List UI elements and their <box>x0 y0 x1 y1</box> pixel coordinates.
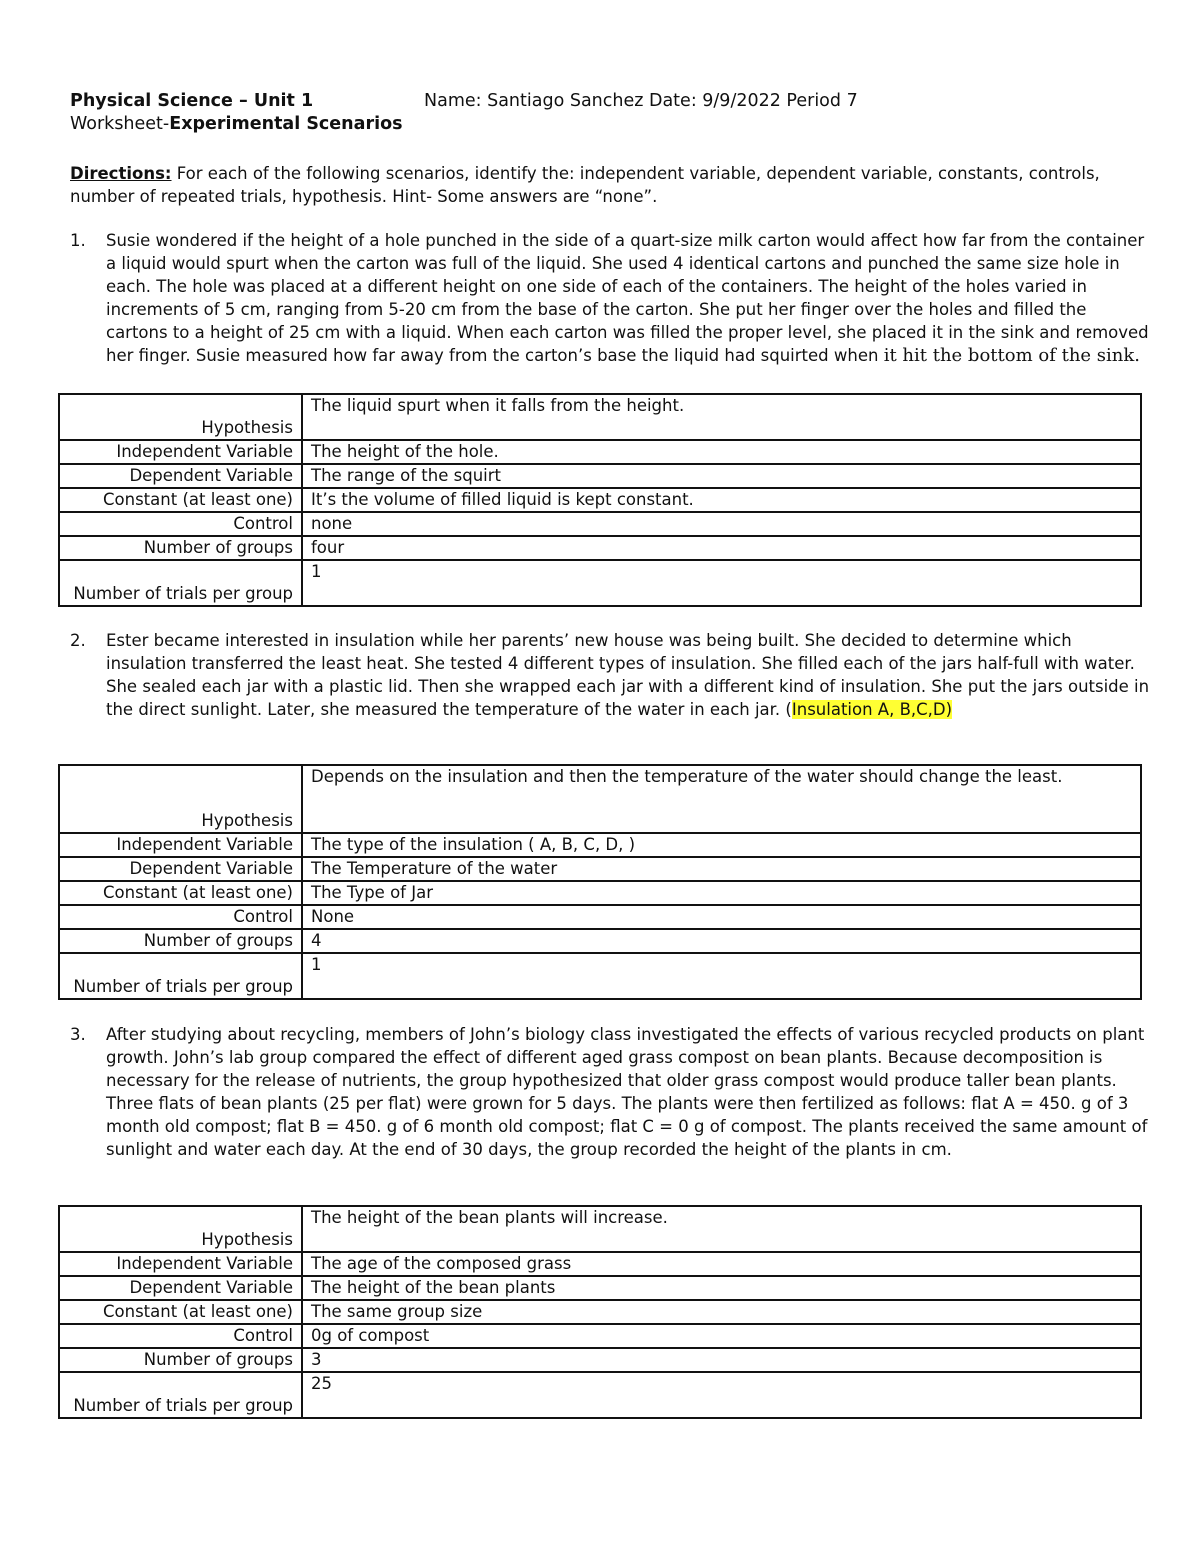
table-row <box>59 394 1141 440</box>
row-label: Dependent Variable <box>59 1276 302 1300</box>
row-label: Constant (at least one) <box>59 488 302 512</box>
hypothesis-answer[interactable]: The liquid spurt when it falls from the height. <box>302 394 1141 440</box>
table-row <box>59 1324 1141 1348</box>
independent-variable-answer[interactable]: The age of the composed grass <box>302 1252 1141 1276</box>
row-label: Number of groups <box>59 929 302 953</box>
groups-answer[interactable]: four <box>302 536 1141 560</box>
trials-answer[interactable]: 1 <box>302 953 1141 999</box>
table-row <box>59 905 1141 929</box>
table-row <box>59 857 1141 881</box>
table-row <box>59 1348 1141 1372</box>
directions <box>70 162 1150 208</box>
control-answer[interactable]: None <box>302 905 1141 929</box>
row-label: Independent Variable <box>59 440 302 464</box>
control-answer[interactable]: 0g of compost <box>302 1324 1141 1348</box>
trials-answer[interactable]: 1 <box>302 560 1141 606</box>
table-row <box>59 536 1141 560</box>
worksheet-prefix: Worksheet- <box>70 114 170 134</box>
table-row <box>59 833 1141 857</box>
independent-variable-answer[interactable]: The height of the hole. <box>302 440 1141 464</box>
scenario-text <box>106 229 1150 367</box>
scenario-1 <box>70 229 1150 367</box>
trials-answer[interactable]: 25 <box>302 1372 1141 1418</box>
student-info: Name: Santiago Sanchez Date: 9/9/2022 Period 7 <box>424 91 858 111</box>
course-title: Physical Science – Unit 1 <box>70 91 314 111</box>
row-label: Number of trials per group <box>59 1372 302 1418</box>
row-label: Hypothesis <box>59 1206 302 1252</box>
row-label: Hypothesis <box>59 765 302 833</box>
row-label: Dependent Variable <box>59 857 302 881</box>
dependent-variable-answer[interactable]: The height of the bean plants <box>302 1276 1141 1300</box>
table-row <box>59 488 1141 512</box>
table-row <box>59 464 1141 488</box>
row-label: Number of groups <box>59 536 302 560</box>
table-row <box>59 1206 1141 1252</box>
row-label: Control <box>59 905 302 929</box>
scenario-number: 2. <box>70 631 86 650</box>
row-label: Hypothesis <box>59 394 302 440</box>
directions-label: Directions: <box>70 164 172 183</box>
table-row <box>59 1300 1141 1324</box>
scenario-text <box>106 629 1150 721</box>
control-answer[interactable]: none <box>302 512 1141 536</box>
constant-answer[interactable]: The Type of Jar <box>302 881 1141 905</box>
row-label: Number of groups <box>59 1348 302 1372</box>
scenario-text-main: Susie wondered if the height of a hole punched in the side of a quart-size milk carton would affect how far from the container a liquid would spurt when the carton was full of the liquid. She used 4 identical cartons and punched the same size hole in each. The hole was placed at a different height on one side of each of the containers. The height of the holes varied in increments of 5 cm, ranging from 5-20 cm from the base of the carton. She put her finger over the holes and filled the cartons to a height of 25 cm with a liquid. When each carton was filled the proper level, she placed it in the sink and removed her finger. Susie measured how far away from the carton’s base the liquid had squirted when <box>106 231 1149 365</box>
row-label: Control <box>59 512 302 536</box>
table-row <box>59 1372 1141 1418</box>
independent-variable-answer[interactable]: The type of the insulation ( A, B, C, D, ) <box>302 833 1141 857</box>
answer-table-3 <box>58 1205 1142 1419</box>
row-label: Independent Variable <box>59 833 302 857</box>
constant-answer[interactable]: It’s the volume of filled liquid is kept constant. <box>302 488 1141 512</box>
row-label: Dependent Variable <box>59 464 302 488</box>
directions-text: For each of the following scenarios, identify the: independent variable, dependent variable, constants, controls, number of repeated trials, hypothesis. Hint- Some answers are “none”. <box>70 164 1100 206</box>
scenario-number: 1. <box>70 231 86 250</box>
dependent-variable-answer[interactable]: The range of the squirt <box>302 464 1141 488</box>
answer-table-1 <box>58 393 1142 607</box>
worksheet-title-line <box>70 113 403 136</box>
row-label: Independent Variable <box>59 1252 302 1276</box>
answer-table-2 <box>58 764 1142 1000</box>
hypothesis-answer[interactable]: The height of the bean plants will increase. <box>302 1206 1141 1252</box>
scenario-text: After studying about recycling, members of John’s biology class investigated the effects of various recycled products on plant growth. John’s lab group compared the effect of different aged grass compost on bean plants. Because decomposition is necessary for the release of nutrients, the group hypothesized that older grass compost would produce taller bean plants. Three flats of bean plants (25 per flat) were grown for 5 days. The plants were then fertilized as follows: flat A = 450. g of 3 month old compost; flat B = 450. g of 6 month old compost; flat C = 0 g of compost. The plants received the same amount of sunlight and water each day. At the end of 30 days, the group recorded the height of the plants in cm. <box>106 1025 1148 1159</box>
header-left <box>70 90 403 136</box>
table-row <box>59 881 1141 905</box>
hypothesis-answer[interactable]: Depends on the insulation and then the temperature of the water should change the least. <box>302 765 1141 833</box>
constant-answer[interactable]: The same group size <box>302 1300 1141 1324</box>
highlighted-text: Insulation A, B,C,D) <box>791 700 953 719</box>
scenario-3 <box>70 1023 1150 1161</box>
row-label: Constant (at least one) <box>59 1300 302 1324</box>
row-label: Constant (at least one) <box>59 881 302 905</box>
table-row <box>59 1252 1141 1276</box>
row-label: Control <box>59 1324 302 1348</box>
scenario-text-tail: it hit the bottom of the sink. <box>883 345 1141 366</box>
dependent-variable-answer[interactable]: The Temperature of the water <box>302 857 1141 881</box>
worksheet-title: Experimental Scenarios <box>169 114 403 134</box>
table-row <box>59 512 1141 536</box>
groups-answer[interactable]: 3 <box>302 1348 1141 1372</box>
row-label: Number of trials per group <box>59 560 302 606</box>
table-row <box>59 1276 1141 1300</box>
groups-answer[interactable]: 4 <box>302 929 1141 953</box>
table-row <box>59 929 1141 953</box>
table-row <box>59 953 1141 999</box>
scenario-2 <box>70 629 1150 721</box>
row-label: Number of trials per group <box>59 953 302 999</box>
scenario-text-main: Ester became interested in insulation while her parents’ new house was being built. She decided to determine which insulation transferred the least heat. She tested 4 different types of insulation. She filled each of the jars half-full with water. She sealed each jar with a plastic lid. Then she wrapped each jar with a different kind of insulation. She put the jars outside in the direct sunlight. Later, she measured the temperature of the water in each jar. ( <box>106 631 1150 719</box>
table-row <box>59 560 1141 606</box>
table-row <box>59 440 1141 464</box>
table-row <box>59 765 1141 833</box>
scenario-number: 3. <box>70 1025 86 1044</box>
